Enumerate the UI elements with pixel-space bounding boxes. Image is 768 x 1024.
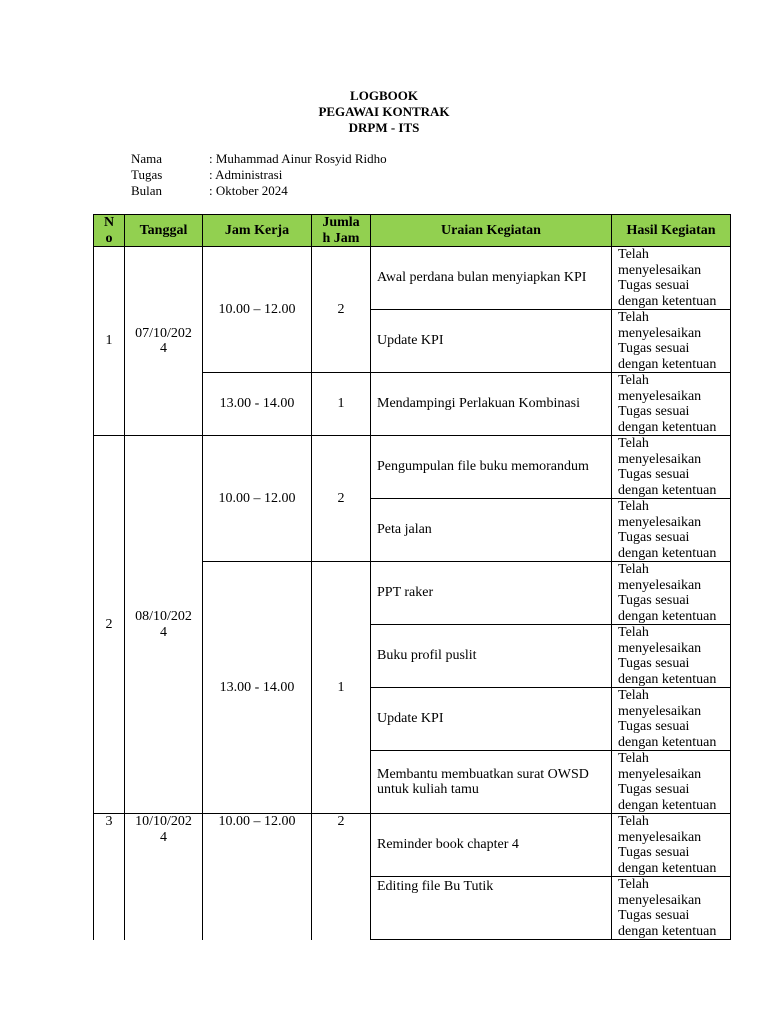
cell-uraian: Buku profil puslit <box>371 625 612 688</box>
doc-title-line2: PEGAWAI KONTRAK <box>318 104 450 119</box>
cell-no: 1 <box>94 247 125 436</box>
cell-uraian: Peta jalan <box>371 499 612 562</box>
header-jumlah-jam: Jumla h Jam <box>312 215 371 247</box>
cell-jumlah-jam: 1 <box>312 562 371 814</box>
cell-hasil: Telah menyelesaikan Tugas sesuai dengan ketentuan <box>612 499 731 562</box>
cell-uraian: Mendampingi Perlakuan Kombinasi <box>371 373 612 436</box>
cell-uraian: Awal perdana bulan menyiapkan KPI <box>371 247 612 310</box>
info-row-tugas <box>131 167 282 183</box>
table-row <box>94 436 731 499</box>
cell-uraian: Update KPI <box>371 310 612 373</box>
cell-uraian: Membantu membuatkan surat OWSD untuk kuliah tamu <box>371 751 612 814</box>
cell-hasil: Telah menyelesaikan Tugas sesuai dengan ketentuan <box>612 373 731 436</box>
cell-jam-kerja: 13.00 - 14.00 <box>203 562 312 814</box>
cell-uraian: Update KPI <box>371 688 612 751</box>
doc-title-line1: LOGBOOK <box>350 88 418 103</box>
cell-hasil: Telah menyelesaikan Tugas sesuai dengan ketentuan <box>612 247 731 310</box>
info-label: Bulan <box>131 183 163 198</box>
logbook-table <box>93 214 731 940</box>
cell-no: 3 <box>94 814 125 940</box>
cell-jam-kerja: 10.00 – 12.00 <box>203 436 312 562</box>
cell-hasil: Telah menyelesaikan Tugas sesuai dengan ketentuan <box>612 310 731 373</box>
header-uraian: Uraian Kegiatan <box>371 215 612 247</box>
cell-uraian: Editing file Bu Tutik <box>371 877 612 940</box>
cell-hasil: Telah menyelesaikan Tugas sesuai dengan ketentuan <box>612 625 731 688</box>
cell-jam-kerja: 10.00 – 12.00 <box>203 814 312 940</box>
header-no: N o <box>94 215 125 247</box>
cell-jam-kerja: 10.00 – 12.00 <box>203 247 312 373</box>
info-value: : Muhammad Ainur Rosyid Ridho <box>209 151 387 166</box>
cell-no: 2 <box>94 436 125 814</box>
cell-jam-kerja: 13.00 - 14.00 <box>203 373 312 436</box>
cell-tanggal: 10/10/202 4 <box>125 814 203 940</box>
cell-tanggal: 08/10/202 4 <box>125 436 203 814</box>
cell-hasil: Telah menyelesaikan Tugas sesuai dengan ketentuan <box>612 436 731 499</box>
info-value: : Oktober 2024 <box>209 183 288 198</box>
header-tanggal: Tanggal <box>125 215 203 247</box>
info-label: Nama <box>131 151 163 166</box>
table-row <box>94 814 731 877</box>
cell-hasil: Telah menyelesaikan Tugas sesuai dengan ketentuan <box>612 562 731 625</box>
info-value: : Administrasi <box>209 167 283 182</box>
table-header-row <box>94 215 731 247</box>
cell-jumlah-jam: 2 <box>312 247 371 373</box>
cell-tanggal: 07/10/202 4 <box>125 247 203 436</box>
cell-uraian: PPT raker <box>371 562 612 625</box>
cell-hasil: Telah menyelesaikan Tugas sesuai dengan ketentuan <box>612 814 731 877</box>
cell-hasil: Telah menyelesaikan Tugas sesuai dengan ketentuan <box>612 751 731 814</box>
cell-uraian: Pengumpulan file buku memorandum <box>371 436 612 499</box>
header-hasil: Hasil Kegiatan <box>612 215 731 247</box>
cell-jumlah-jam: 1 <box>312 373 371 436</box>
cell-uraian: Reminder book chapter 4 <box>371 814 612 877</box>
cell-hasil: Telah menyelesaikan Tugas sesuai dengan ketentuan <box>612 688 731 751</box>
cell-hasil: Telah menyelesaikan Tugas sesuai dengan ketentuan <box>612 877 731 940</box>
table-row <box>94 247 731 310</box>
doc-title-line3: DRPM - ITS <box>348 120 420 135</box>
cell-jumlah-jam: 2 <box>312 814 371 940</box>
info-row-bulan <box>131 183 288 199</box>
header-jam-kerja: Jam Kerja <box>203 215 312 247</box>
info-label: Tugas <box>131 167 163 182</box>
cell-jumlah-jam: 2 <box>312 436 371 562</box>
info-row-nama <box>131 151 387 167</box>
